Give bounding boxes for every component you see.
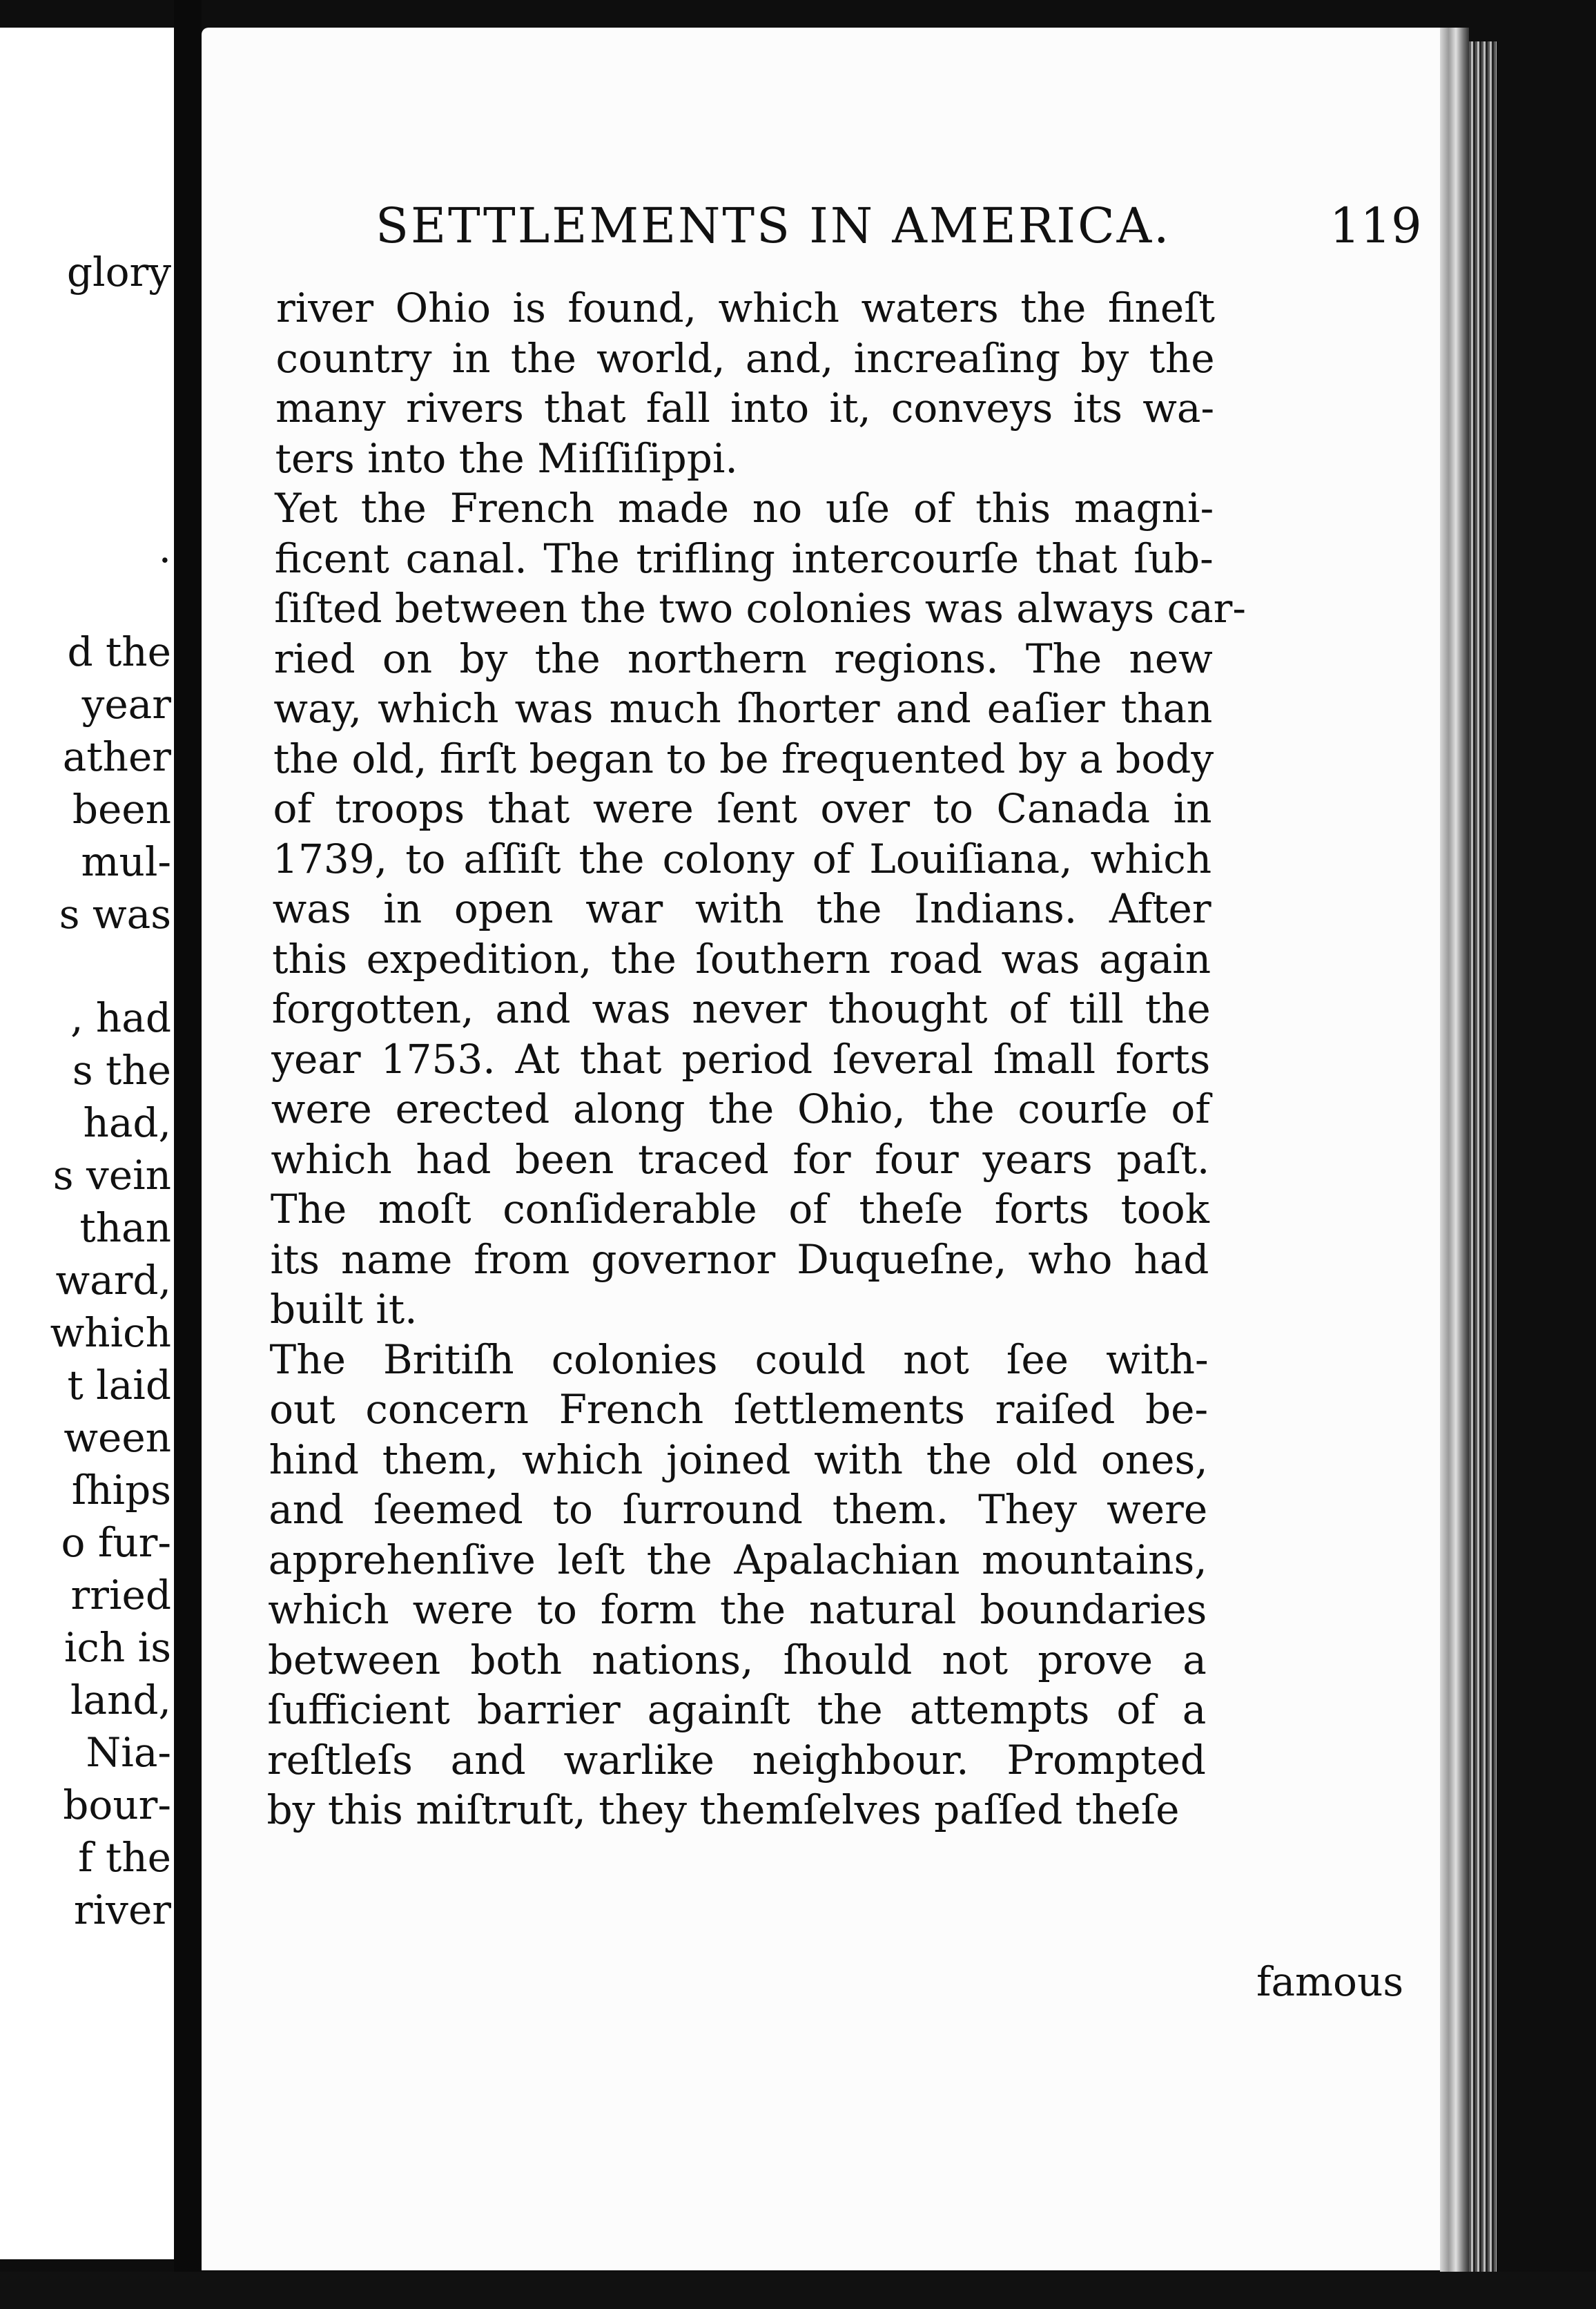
text-line: way, which was much ſhorter and eaſier than <box>273 685 1213 732</box>
page-edges <box>1440 28 1469 2279</box>
facing-page-fragment: ward, <box>55 1257 171 1304</box>
facing-page-fragment: glory <box>66 249 171 296</box>
text-line: was in open war with the Indians. After <box>272 885 1211 932</box>
facing-page-fragment: than <box>79 1204 171 1251</box>
facing-page-fragment: bour- <box>63 1781 171 1828</box>
text-line: of troops that were ſent over to Canada in <box>273 785 1212 832</box>
text-line: country in the world, and, increaſing by the <box>275 334 1215 382</box>
facing-page-fragment: land, <box>70 1677 171 1723</box>
gutter <box>174 0 202 2309</box>
facing-page-fragment: t laid <box>67 1362 171 1409</box>
facing-page-fragment: ather <box>62 733 171 780</box>
text-line: which had been traced for four years paſt. <box>271 1135 1210 1183</box>
text-line: built it. <box>270 1286 418 1333</box>
text-line: hind them, which joined with the old ones, <box>269 1436 1208 1483</box>
text-line: year 1753. At that period ſeveral ſmall forts <box>271 1035 1211 1083</box>
facing-page-fragment: rried <box>70 1572 171 1619</box>
text-line: river Ohio is found, which waters the fineſt <box>276 284 1215 331</box>
facing-page-fragment: d the <box>67 628 171 675</box>
page-number: 119 <box>1330 197 1422 254</box>
text-line: ried on by the northern regions. The new <box>273 635 1213 682</box>
text-line: by this miſtruſt, they themſelves paſſed theſe <box>266 1786 1180 1833</box>
facing-page-fragment: s vein <box>52 1152 171 1199</box>
facing-page-fragment: , had <box>70 994 171 1041</box>
facing-page-fragment: Nia- <box>86 1729 171 1776</box>
text-line: out concern French ſettlements raiſed be- <box>269 1386 1209 1433</box>
facing-page-fragment: s was <box>59 891 171 938</box>
facing-page-fragment: been <box>72 786 171 833</box>
scan-border <box>0 2272 1596 2309</box>
text-line: this expedition, the ſouthern road was again <box>272 935 1211 983</box>
facing-page <box>0 28 174 2259</box>
text-line: forgotten, and was never thought of till the <box>271 985 1211 1032</box>
text-line: which were to form the natural boundaries <box>268 1586 1207 1633</box>
facing-page-fragment: o fur- <box>61 1519 171 1566</box>
facing-page-fragment: year <box>81 681 171 728</box>
text-line: The Britiſh colonies could not ſee with- <box>269 1335 1209 1383</box>
facing-page-fragment: ſhips <box>71 1467 171 1514</box>
text-line: between both nations, ſhould not prove a <box>267 1636 1207 1683</box>
text-line: ſufficient barrier againſt the attempts of a <box>267 1686 1207 1733</box>
page-stack <box>1469 41 1497 2272</box>
facing-page-fragment: mul- <box>81 838 171 885</box>
text-line: its name from governor Duqueſne, who had <box>270 1235 1209 1283</box>
text-line: and ſeemed to ſurround them. They were <box>269 1486 1208 1533</box>
catchword: famous <box>1256 1958 1404 2005</box>
text-line: 1739, to aſſiſt the colony of Louiſiana, which <box>273 835 1212 882</box>
text-line: reſtleſs and warlike neighbour. Prompted <box>266 1736 1206 1784</box>
book-page <box>202 28 1440 2270</box>
facing-page-fragment: river <box>73 1886 171 1933</box>
running-header <box>376 197 1439 254</box>
text-line: apprehenſive leſt the Apalachian mountains, <box>268 1536 1207 1583</box>
text-line: ſiſted between the two colonies was always car- <box>274 585 1246 632</box>
text-line: The moſt conſiderable of theſe forts took <box>270 1186 1209 1233</box>
running-head-title: SETTLEMENTS IN AMERICA. <box>376 197 1171 254</box>
text-line: many rivers that fall into it, conveys its wa- <box>275 385 1215 432</box>
facing-page-fragment: had, <box>83 1099 171 1146</box>
facing-page-fragment: s the <box>72 1047 171 1094</box>
facing-page-fragment: which <box>50 1309 171 1356</box>
text-line: Yet the French made no uſe of this magni- <box>275 485 1214 532</box>
text-line: the old, firſt began to be frequented by a body <box>273 735 1214 782</box>
facing-page-fragment: ween <box>64 1414 171 1461</box>
text-line: ters into the Miſſiſippi. <box>275 434 738 482</box>
text-line: were erected along the Ohio, the courſe of <box>271 1085 1210 1132</box>
facing-page-fragment: f the <box>78 1834 171 1881</box>
facing-page-fragment: ich is <box>64 1624 171 1671</box>
facing-page-fragment: . <box>158 525 171 572</box>
text-line: ficent canal. The trifling intercourſe that ſub- <box>274 534 1214 582</box>
